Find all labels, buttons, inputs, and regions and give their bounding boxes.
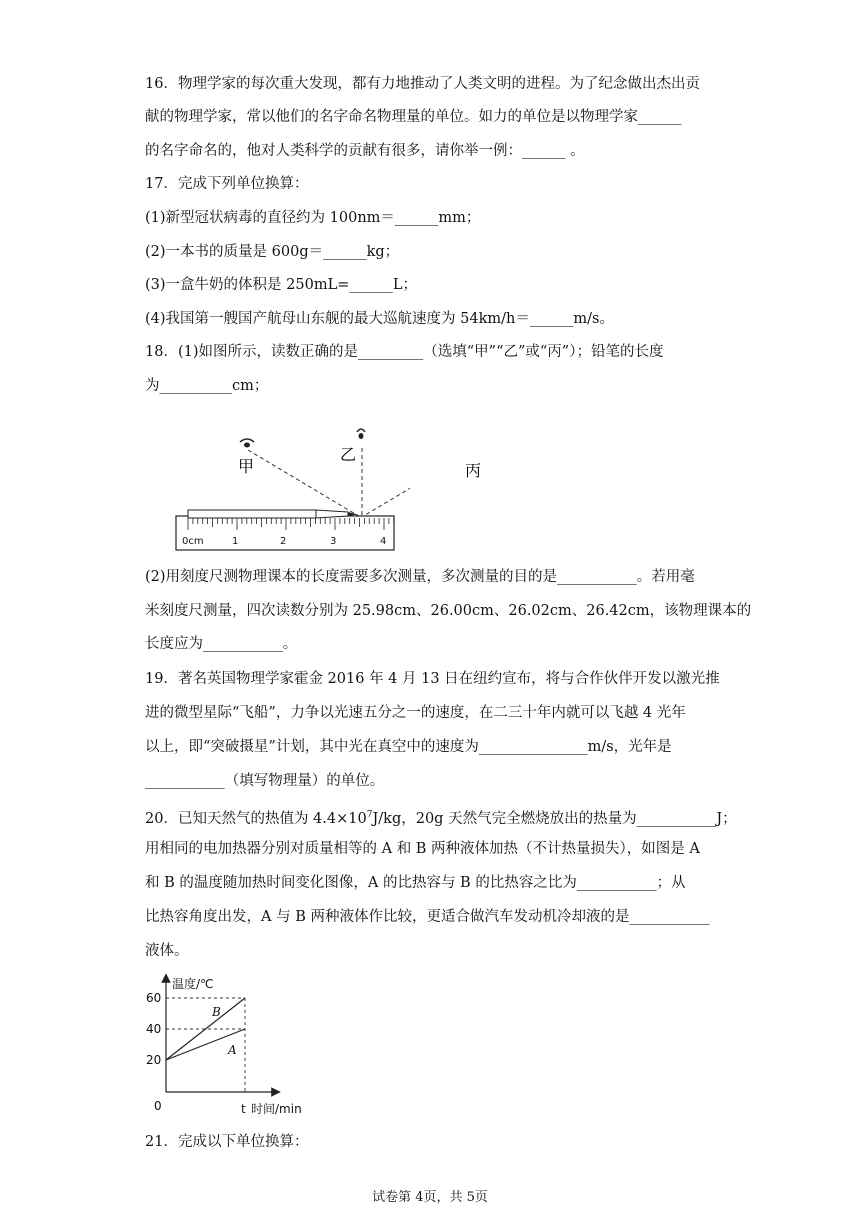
eye-yi-icon: [357, 429, 365, 439]
q19-line-4: ___________（填写物理量）的单位。: [145, 773, 385, 789]
x-axis-label: 时间/min: [251, 1102, 302, 1116]
eye-jia-icon: [240, 439, 254, 448]
q18-line-1: 18．(1)如图所示，读数正确的是_________（选填“甲”“乙”或“丙”）；铅笔的长度: [145, 344, 664, 360]
label-bing: 丙: [465, 461, 482, 480]
scale-label-4: 4: [380, 536, 387, 547]
page-footer: 试卷第 4页，共 5页: [372, 1190, 488, 1205]
origin-label: 0: [154, 1099, 162, 1113]
label-jia: 甲: [238, 457, 255, 476]
q19-line-3: 以上，即“突破摄星”计划，其中光在真空中的速度为_______________m/s，光年是: [145, 739, 672, 755]
q16-line-1: 16．物理学家的每次重大发现，都有力地推动了人类文明的进程。为了纪念做出杰出贡: [145, 76, 700, 92]
ruler-figure-right-part: [410, 420, 510, 500]
scale-label-0: 0cm: [182, 536, 204, 547]
y-tick-40: 40: [146, 1022, 162, 1036]
q20-line-1-b: J/kg，20g 天然气完全燃烧放出的热量为___________J；: [372, 810, 737, 827]
q18-line-2: 为__________cm；: [145, 378, 269, 394]
scale-label-3: 3: [330, 536, 337, 547]
q20-line-1-a: 20．已知天然气的热值为 4.4×10: [145, 810, 367, 827]
q17-line-3: (2)一本书的质量是 600g＝______kg；: [145, 244, 400, 260]
y-tick-60: 60: [146, 991, 162, 1005]
q19-line-2: 进的微型星际“飞船”，力争以光速五分之一的速度，在二三十年内就可以飞越 4 光年: [145, 705, 686, 721]
q16-line-3: 的名字命名的，他对人类科学的贡献有很多，请你举一例：______ 。: [145, 143, 585, 159]
q18-line-4: 米刻度尺测量，四次读数分别为 25.98cm、26.00cm、26.02cm、26.42cm，该物理课本的: [145, 603, 752, 619]
scale-label-2: 2: [280, 536, 287, 547]
y-tick-20: 20: [146, 1053, 162, 1067]
q17-line-5: (4)我国第一艘国产航母山东舰的最大巡航速度为 54km/h＝______m/s。: [145, 311, 614, 327]
q17-line-2: (1)新型冠状病毒的直径约为 100nm＝______mm；: [145, 210, 481, 226]
q20-line-5: 液体。: [145, 943, 189, 959]
pencil: [188, 510, 358, 518]
temperature-time-graph: [140, 972, 330, 1120]
q20-line-2: 用相同的电加热器分别对质量相等的 A 和 B 两种液体加热（不计热量损失），如图是 A: [145, 841, 700, 857]
series-a-label: A: [228, 1043, 237, 1057]
q20-line-4: 比热容角度出发，A 与 B 两种液体作比较，更适合做汽车发动机冷却液的是___________: [145, 909, 710, 925]
y-axis-label: 温度/℃: [172, 977, 214, 991]
q16-line-2: 献的物理学家，常以他们的名字命名物理量的单位。如力的单位是以物理学家______: [145, 109, 682, 125]
ruler-reading-figure: [170, 420, 410, 555]
q19-line-1: 19．著名英国物理学家霍金 2016 年 4 月 13 日在纽约宣布，将与合作伙伴开发以激光推: [145, 671, 720, 687]
q20-line-3: 和 B 的温度随加热时间变化图像，A 的比热容与 B 的比热容之比为___________；从: [145, 875, 686, 891]
q20-line-1: [145, 805, 737, 829]
q18-line-5: 长度应为___________。: [145, 636, 298, 652]
q18-line-3: (2)用刻度尺测物理课本的长度需要多次测量，多次测量的目的是___________。若用毫: [145, 569, 695, 585]
q20-exponent: 7: [366, 810, 373, 820]
q21-line-1: 21．完成以下单位换算：: [145, 1134, 309, 1150]
q17-line-4: (3)一盒牛奶的体积是 250mL=______L；: [145, 277, 417, 293]
x-tick-t: t: [241, 1102, 246, 1116]
q17-line-1: 17．完成下列单位换算：: [145, 176, 309, 192]
series-b-label: B: [212, 1005, 221, 1019]
scale-label-1: 1: [232, 536, 239, 547]
label-yi: 乙: [340, 445, 357, 464]
